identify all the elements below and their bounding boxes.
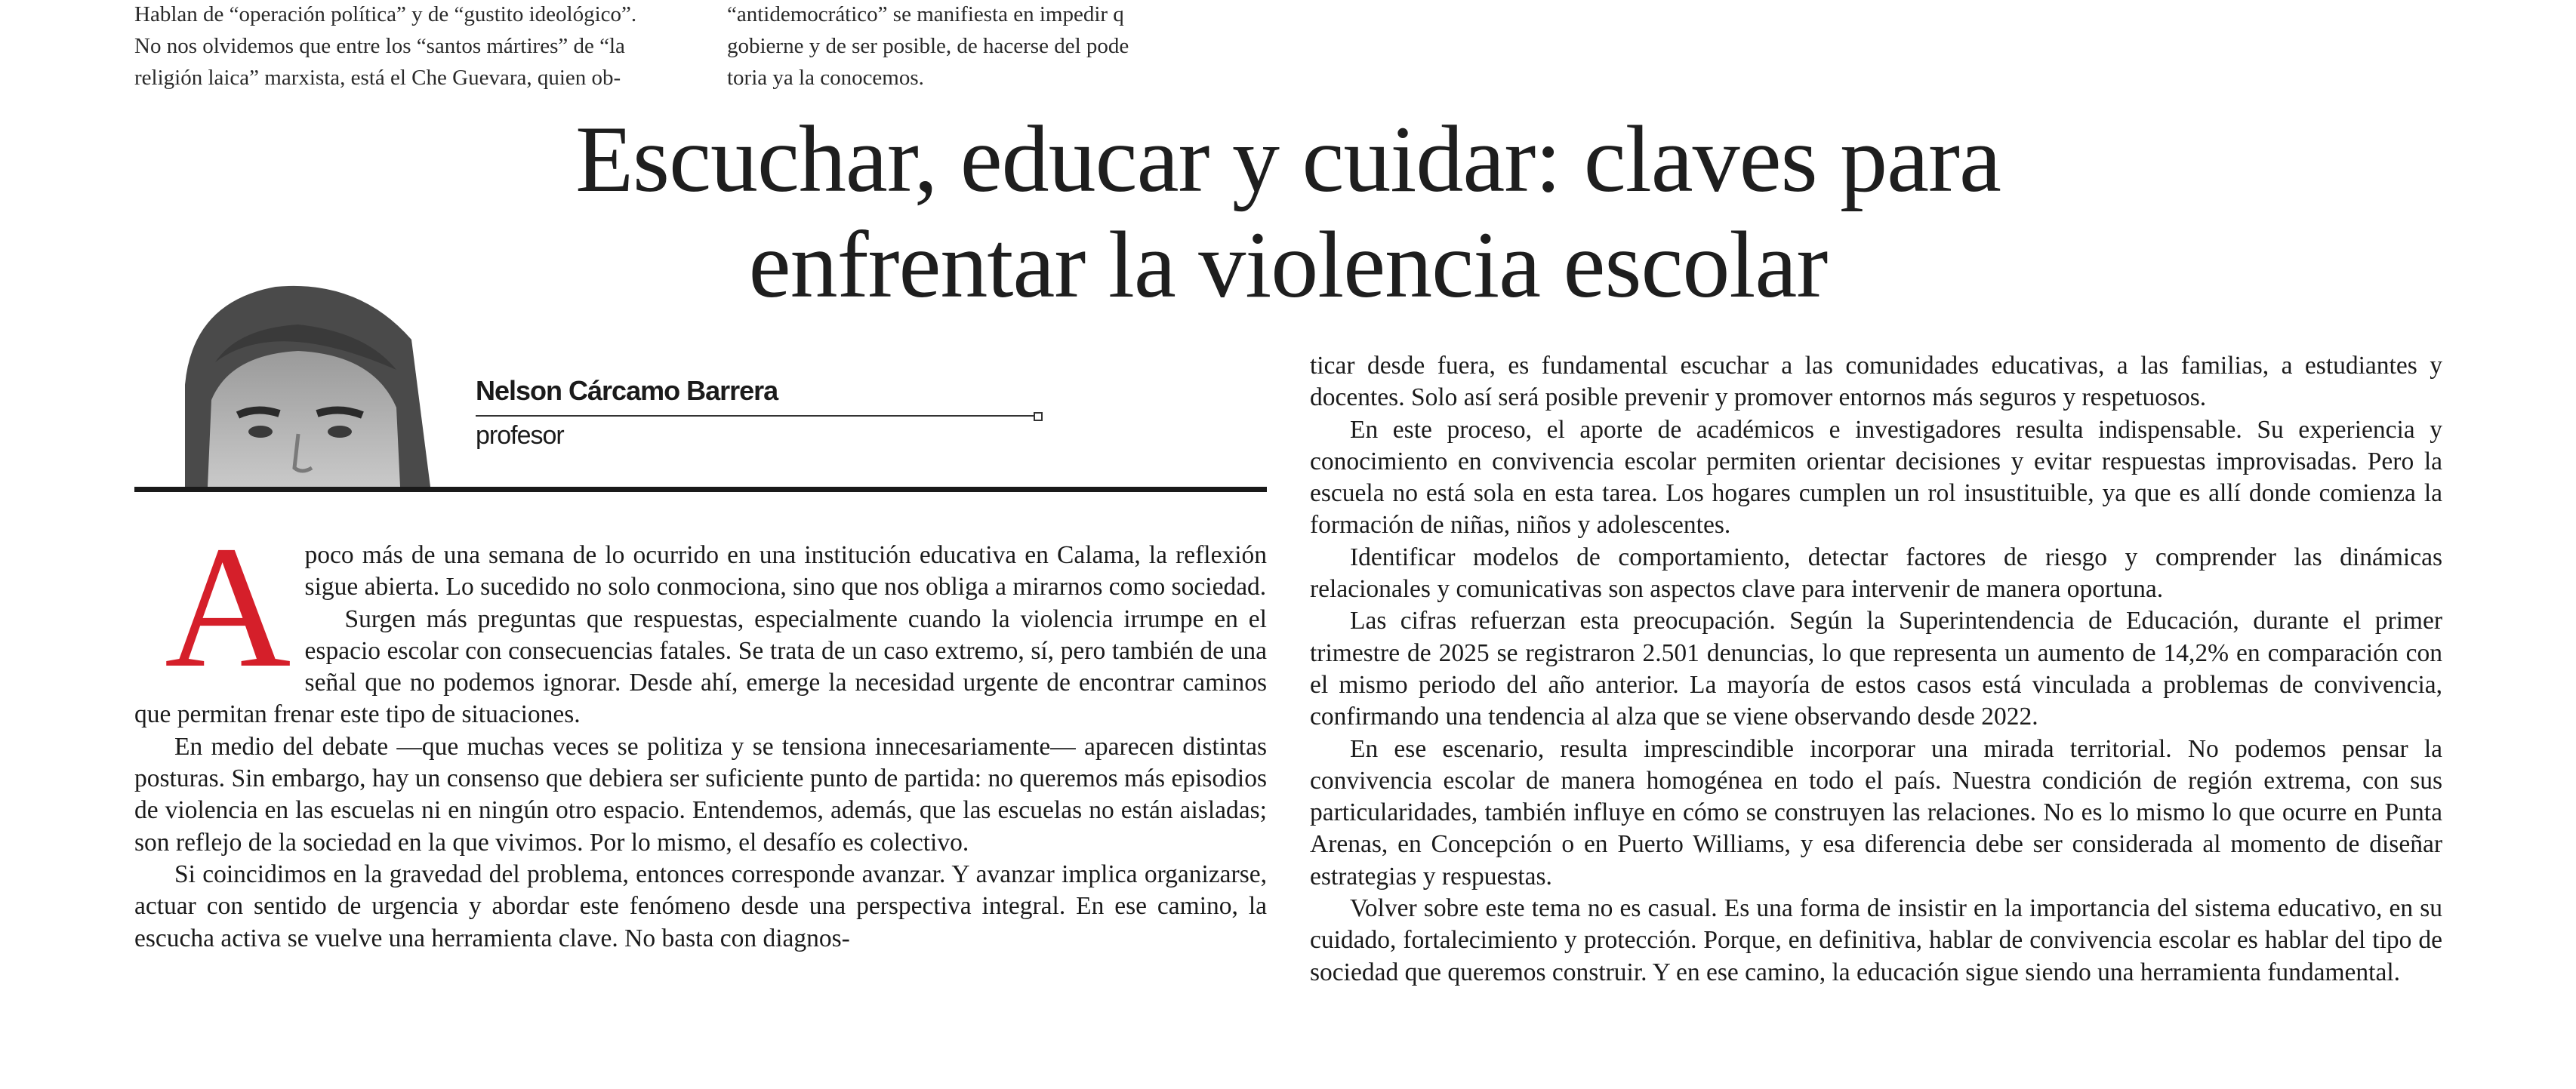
previous-article-line: gobierne y de ser posible, de hacerse del pode	[727, 34, 1129, 58]
byline-rule-end-marker	[1034, 412, 1043, 421]
article-paragraph: En este proceso, el aporte de académicos e investigadores resulta indispensable. Su experiencia y conocimiento en convivencia escolar permiten orientar decisiones y evitar respuestas improvisadas. Pero la escuela no está sola en esta tarea. Los hogares cumplen un rol insustituible, ya que es allí donde comienza la formación de niñas, niños y adolescentes.	[1310, 415, 2442, 540]
article-paragraph: ticar desde fuera, es fundamental escuchar a las comunidades educativas, a las familias, a estudiantes y docentes. Solo así será posible prevenir y promover entornos más seguros y respetuosos.	[1310, 352, 2442, 412]
section-divider	[134, 487, 1267, 492]
previous-article-left-column	[134, 0, 686, 94]
previous-article-line: “antidemocrático” se manifiesta en impedir q	[727, 2, 1124, 26]
article-column-left	[134, 510, 1267, 955]
article-paragraph: Si coincidimos en la gravedad del problema, entonces corresponde avanzar. Y avanzar implica organizarse, actuar con sentido de urgencia y abordar este fenómeno desde una perspectiva integral. En ese camino, la escucha activa se vuelve una herramienta clave. No basta con diagnos-	[134, 860, 1267, 952]
author-name: Nelson Cárcamo Barrera	[476, 375, 778, 406]
previous-article-line: Hablan de “operación política” y de “gustito ideológico”.	[134, 2, 637, 26]
author-role: profesor	[476, 421, 564, 450]
author-photo	[170, 272, 442, 487]
article-paragraph: Identificar modelos de comportamiento, detectar factores de riesgo y comprender las dinámicas relacionales y comunicativas son aspectos clave para intervenir de manera oportuna.	[1310, 543, 2442, 604]
previous-article-line: No nos olvidemos que entre los “santos mártires” de “la	[134, 34, 625, 58]
headline-line-2: enfrentar la violencia escolar	[748, 213, 1828, 318]
article-paragraph: En medio del debate —que muchas veces se politiza y se tensiona innecesariamente— aparecen distintas posturas. Sin embargo, hay un consenso que debiera ser suficiente punto de partida: no queremos más episodios de violencia en las escuelas ni en ningún otro espacio. Entendemos, además, que las escuelas no están aisladas; son reflejo de la sociedad en la que vivimos. Por lo mismo, el desafío es colectivo.	[134, 732, 1267, 857]
article-paragraph: poco más de una semana de lo ocurrido en una institución educativa en Calama, la reflexión sigue abierta. Lo sucedido no solo conmociona, sino que nos obliga a mirarnos como sociedad.	[304, 541, 1267, 601]
previous-article-right-column	[727, 0, 1170, 94]
byline-rule	[476, 415, 1038, 417]
previous-article-line: toria ya la conocemos.	[727, 66, 924, 90]
article-paragraph: Las cifras refuerzan esta preocupación. Según la Superintendencia de Educación, durante el primer trimestre de 2025 se registraron 2.501 denuncias, lo que representa un aumento de 14,2% en comparación con el mismo periodo del año anterior. La mayoría de estos casos está vinculada a problemas de convivencia, confirmando una tendencia al alza que se viene observando desde 2022.	[1310, 607, 2442, 731]
headline-line-1: Escuchar, educar y cuidar: claves para	[575, 107, 2001, 212]
drop-cap: A	[165, 510, 291, 704]
article-column-right	[1310, 350, 2442, 989]
article-paragraph: En ese escenario, resulta imprescindible incorporar una mirada territorial. No podemos pensar la convivencia escolar de manera homogénea en todo el país. Nuestra condición de región extrema, con sus particularidades, también influye en cómo se construyen las relaciones. No es lo mismo lo que ocurre en Punta Arenas, en Concepción o en Puerto Williams, y esa diferencia debe ser considerada al momento de diseñar estrategias y respuestas.	[1310, 734, 2442, 891]
article-paragraph: Surgen más preguntas que respuestas, especialmente cuando la violencia irrumpe en el espacio escolar con consecuencias fatales. Se trata de un caso extremo, sí, pero también de una señal que no podemos ignorar. Desde ahí, emerge la necesidad urgente de encontrar caminos que permitan frenar este tipo de situaciones.	[134, 604, 1267, 729]
previous-article-line: religión laica” marxista, está el Che Guevara, quien ob-	[134, 66, 621, 90]
article-paragraph: Volver sobre este tema no es casual. Es una forma de insistir en la importancia del sistema educativo, en su cuidado, fortalecimiento y protección. Porque, en definitiva, hablar de convivencia escolar es hablar del tipo de sociedad que queremos construir. Y en ese camino, la educación sigue siendo una herramienta fundamental.	[1310, 894, 2442, 986]
